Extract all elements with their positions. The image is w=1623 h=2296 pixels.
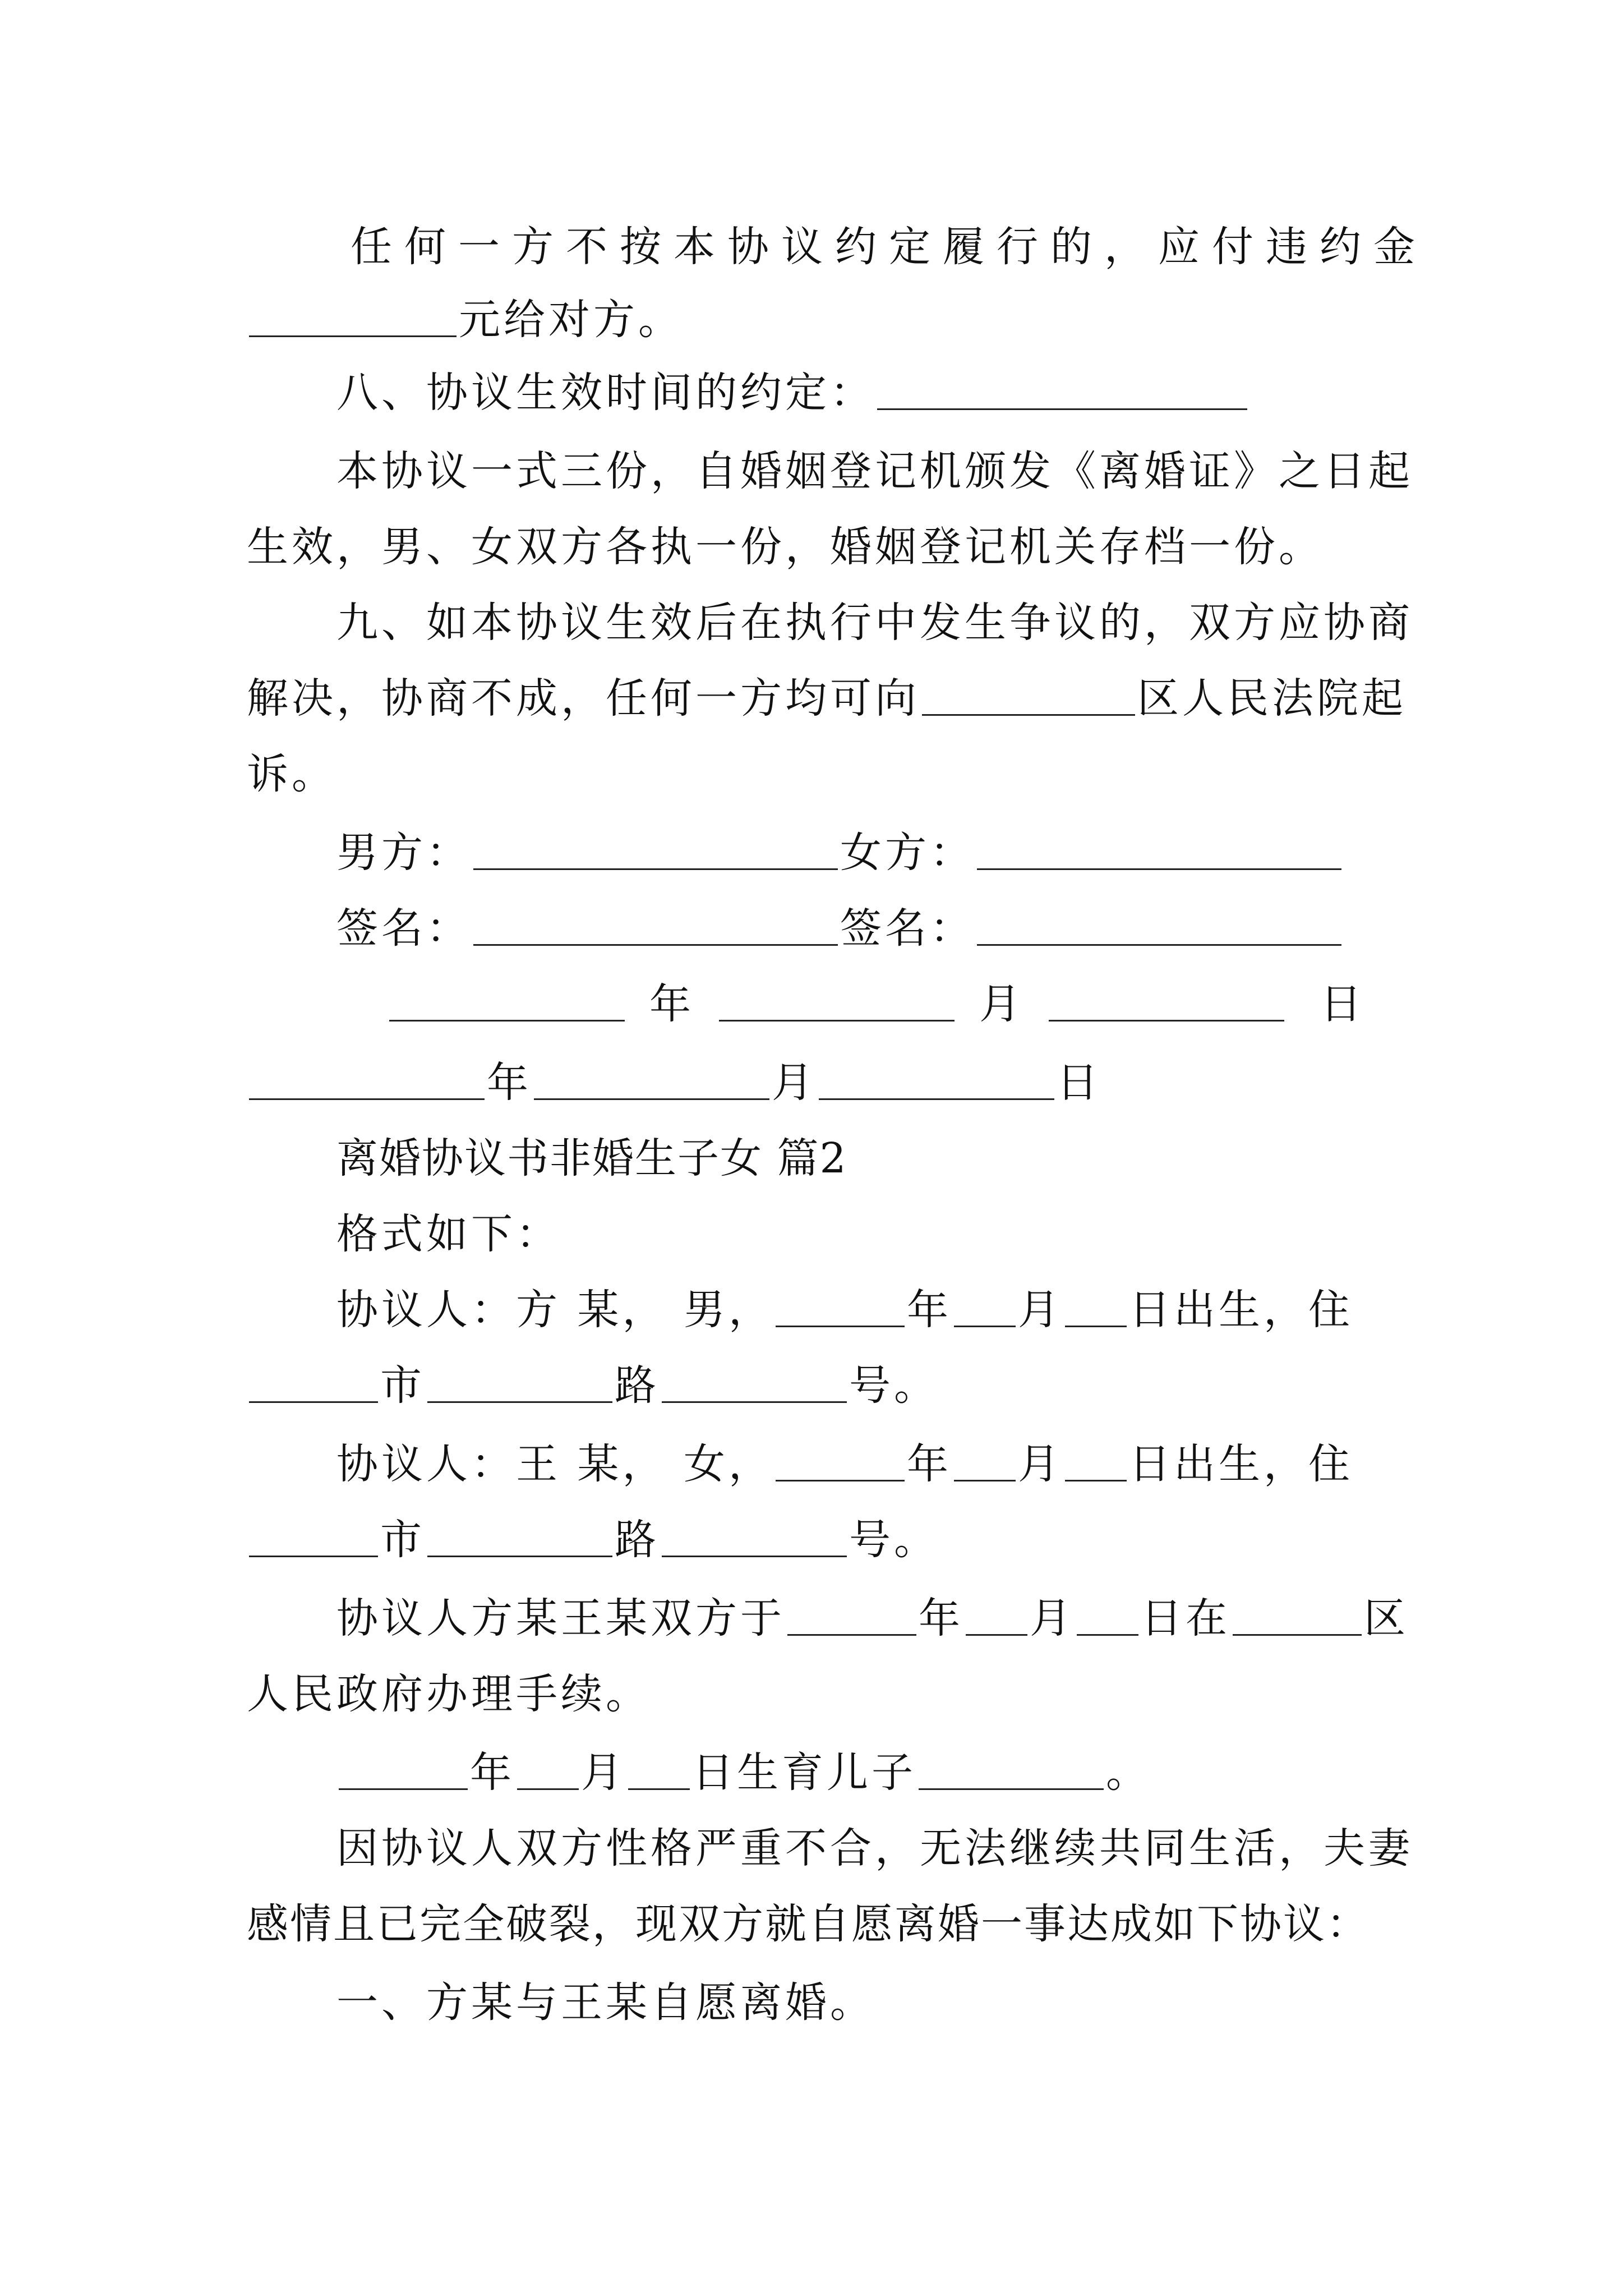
party-1-birth-day-blank[interactable] [1065,1286,1127,1327]
reason-line-1 [336,1820,1469,1876]
party-1-city-blank[interactable] [249,1362,378,1403]
party-2-birth-year-blank[interactable] [776,1441,905,1481]
registration-line-1 [336,1590,1469,1646]
party-2-born-live: 日出生，住 [1129,1440,1354,1488]
party-2-intro: 协议人：王 某， 女， [336,1440,774,1488]
date-2-day-blank[interactable] [819,1059,1054,1100]
child-birth-year-blank[interactable] [339,1749,468,1790]
female-party-blank[interactable] [977,829,1341,870]
penalty-clause-text: 任何一方不按本协议约定履行的，应付违约金 [351,223,1427,271]
party-2-line-2 [247,1512,1380,1568]
parties-line [336,825,1469,881]
male-party-label: 男方： [336,829,471,877]
child-name-blank[interactable] [919,1749,1104,1790]
article-1-text: 一、方某与王某自愿离婚。 [336,1978,875,2027]
reason-text-1: 因协议人双方性格严重不合，无法继续共同生活，夫妻 [336,1824,1413,1872]
court-district-blank[interactable] [922,675,1135,716]
registration-year-blank[interactable] [787,1595,916,1636]
copies-text-1: 本协议一式三份，自婚姻登记机颁发《离婚证》之日起 [336,447,1413,495]
registration-day-at: 日在 [1141,1594,1230,1642]
penalty-amount-line [247,292,1380,348]
effective-time-blank[interactable] [877,369,1247,410]
date-1-month-blank[interactable] [719,981,955,1022]
party-1-year-label: 年 [907,1286,952,1334]
party-1-number-blank[interactable] [662,1362,847,1403]
date-2-month-blank[interactable] [534,1059,769,1100]
party-2-birth-day-blank[interactable] [1065,1441,1127,1481]
reason-text-2: 感情且已完全破裂，现双方就自愿离婚一事达成如下协议： [247,1900,1370,1948]
party-1-line-2 [247,1358,1380,1414]
party-2-line-1 [336,1436,1469,1492]
party-1-birth-year-blank[interactable] [776,1286,905,1327]
party-1-road-blank[interactable] [427,1362,612,1403]
date-1-year-blank[interactable] [389,981,625,1022]
registration-district-label: 区 [1364,1594,1409,1642]
penalty-amount-text: 元给对方。 [459,296,683,344]
party-2-year-label: 年 [907,1440,952,1488]
registration-district-blank[interactable] [1233,1595,1362,1636]
article-1-line [336,1975,1469,2031]
party-1-city-label: 市 [380,1361,425,1410]
copies-line-1 [336,443,1469,499]
copies-text-2: 生效，男、女双方各执一份，婚姻登记机关存档一份。 [247,523,1324,571]
child-birth-line [336,1745,1469,1801]
female-signature-blank[interactable] [977,905,1341,946]
date-1-year-label: 年 [649,980,694,1028]
registration-month-blank[interactable] [966,1595,1027,1636]
party-2-city-label: 市 [380,1516,425,1564]
penalty-amount-blank[interactable] [249,296,457,337]
date-line-1 [387,976,1520,1032]
child-birth-month-label: 月 [581,1749,626,1797]
male-signature-blank[interactable] [473,905,838,946]
party-2-road-label: 路 [615,1516,660,1564]
date-1-day-label: 日 [1320,980,1365,1028]
party-1-road-label: 路 [615,1361,660,1410]
section-9-line-1 [336,595,1469,651]
section-9-text-1: 九、如本协议生效后在执行中发生争议的，双方应协商 [336,599,1413,647]
party-1-born-live: 日出生，住 [1129,1286,1354,1334]
penalty-clause-line [351,219,1483,275]
party-2-month-label: 月 [1018,1440,1063,1488]
date-2-year-blank[interactable] [249,1059,485,1100]
registration-year-label: 年 [919,1594,963,1642]
section-9-text-2b: 区人民法院起 [1137,674,1407,723]
section-9-line-2 [247,670,1407,726]
registration-day-blank[interactable] [1077,1595,1138,1636]
registration-text-2: 人民政府办理手续。 [247,1670,651,1718]
section-8-heading [336,365,1469,421]
party-2-birth-month-blank[interactable] [954,1441,1016,1481]
format-line [336,1206,1469,1262]
party-1-number-label: 号。 [849,1361,939,1410]
party-2-number-blank[interactable] [662,1516,847,1557]
male-signature-label: 签名： [336,904,471,953]
date-1-month-label: 月 [979,980,1024,1028]
party-1-line-1 [336,1282,1469,1338]
date-2-month-label: 月 [772,1059,817,1107]
child-birth-end: 。 [1106,1749,1151,1797]
party-1-intro: 协议人：方 某， 男， [336,1286,774,1334]
female-signature-label: 签名： [840,904,975,953]
party-2-road-blank[interactable] [427,1516,612,1557]
date-2-day-label: 日 [1057,1059,1101,1107]
format-text: 格式如下： [336,1210,561,1258]
registration-intro: 协议人方某王某双方于 [336,1594,785,1642]
registration-line-2 [247,1666,1380,1722]
female-party-label: 女方： [840,829,975,877]
party-2-city-blank[interactable] [249,1516,378,1557]
section-9-line-3 [247,746,1380,802]
signature-line [336,900,1469,956]
registration-month-label: 月 [1030,1594,1075,1642]
section-title-2 [336,1130,1469,1186]
date-1-day-blank[interactable] [1049,981,1284,1022]
date-line-2 [247,1055,1380,1111]
child-birth-day-blank[interactable] [628,1749,690,1790]
child-birth-month-blank[interactable] [517,1749,579,1790]
male-party-blank[interactable] [473,829,838,870]
party-1-month-label: 月 [1018,1286,1063,1334]
section-8-text: 八、协议生效时间的约定： [336,369,875,417]
reason-line-2 [247,1896,1380,1952]
party-1-birth-month-blank[interactable] [954,1286,1016,1327]
section-title-2-text: 离婚协议书非婚生子女 篇2 [336,1134,847,1182]
date-2-year-label: 年 [487,1059,532,1107]
party-2-number-label: 号。 [849,1516,939,1564]
copies-line-2 [247,519,1380,575]
section-9-text-2a: 解决，协商不成，任何一方均可向 [247,674,920,723]
child-birth-year-label: 年 [470,1749,515,1797]
child-birth-text: 日生育儿子 [692,1749,916,1797]
section-9-text-3: 诉。 [247,750,336,798]
